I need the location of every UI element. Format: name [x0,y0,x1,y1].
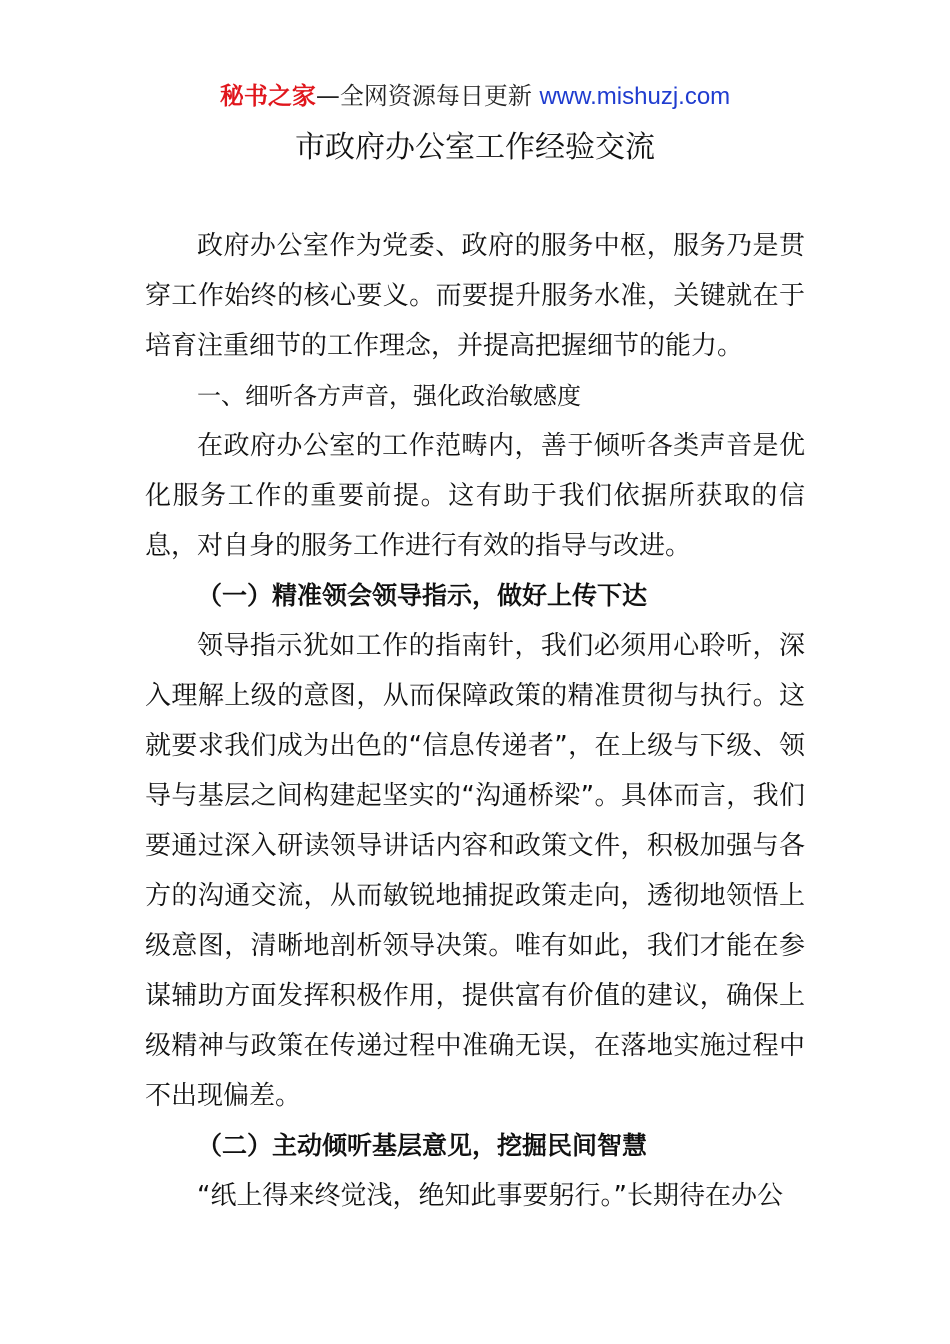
brand-name: 秘书之家 [219,82,316,110]
subheading-1: （一）精准领会领导指示，做好上传下达 [197,581,648,610]
site-header [0,80,950,113]
document-title: 市政府办公室工作经验交流 [295,130,655,165]
body-paragraph: 在政府办公室的工作范畴内，善于倾听各类声音是优化服务工作的重要前提。这有助于我们依据所获取的信息，对自身的服务工作进行有效的指导与改进。 [145,431,805,561]
intro-paragraph: 政府办公室作为党委、政府的服务中枢，服务乃是贯穿工作始终的核心要义。而要提升服务水准，关键就在于培育注重细节的工作理念，并提高把握细节的能力。 [145,231,805,361]
subheading-2: （二）主动倾听基层意见，挖掘民间智慧 [197,1131,648,1160]
body-paragraph: 领导指示犹如工作的指南针，我们必须用心聆听，深入理解上级的意图，从而保障政策的精准贯彻与执行。这就要求我们成为出色的“信息传递者”，在上级与下级、领导与基层之间构建起坚实的“沟通桥梁”。具体而言，我们要通过深入研读领导讲话内容和政策文件，积极加强与各方的沟通交流，从而敏锐地捕捉政策走向，透彻地领悟上级意图，清晰地剖析领导决策。唯有如此，我们才能在参谋辅助方面发挥积极作用，提供富有价值的建议，确保上级精神与政策在传递过程中准确无误，在落地实施过程中不出现偏差。 [145,631,805,1111]
body-paragraph: “纸上得来终觉浅，绝知此事要躬行。”长期待在办公 [197,1181,783,1211]
site-url-link[interactable]: www.mishuzj.com [539,83,731,110]
document-body [145,221,805,1221]
section-heading-1: 一、细听各方声音，强化政治敏感度 [197,382,581,410]
header-tagline: —全网资源每日更新 [315,82,540,110]
